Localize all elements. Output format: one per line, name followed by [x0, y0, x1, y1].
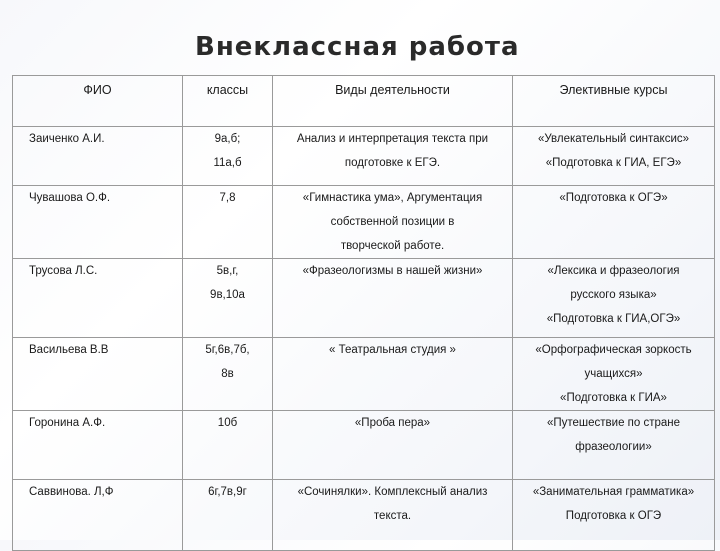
teacher-name-text: Трусова Л.С.: [29, 265, 98, 277]
courses-line: «Подготовка к ГИА,ОГЭ»: [546, 313, 681, 325]
classes-cell: [183, 259, 273, 338]
classes-cell: [183, 411, 273, 480]
teacher-name-text: Васильева В.В: [29, 344, 109, 356]
classes-cell: [183, 186, 273, 259]
teacher-name: [13, 411, 183, 480]
teacher-name: [13, 186, 183, 259]
table-row: [13, 186, 715, 259]
classes-cell: [183, 338, 273, 411]
teacher-name-text: Горонина А.Ф.: [29, 417, 106, 429]
classes-line: 9а,б;: [214, 133, 241, 145]
courses-cell: [513, 259, 715, 338]
activities-line: подготовке к ЕГЭ.: [344, 157, 441, 169]
courses-cell: [513, 411, 715, 480]
classes-line: 9в,10а: [210, 289, 245, 301]
classes-line: 8в: [221, 368, 234, 380]
teacher-name: [13, 338, 183, 411]
activities-line: творческой работе.: [340, 240, 445, 252]
activities-line: текста.: [373, 510, 412, 522]
header-name: ФИО: [13, 76, 183, 127]
courses-line: «Орфографическая зоркость: [535, 344, 692, 356]
activities-line: «Фразеологизмы в нашей жизни»: [302, 265, 483, 277]
table-row: [13, 127, 715, 186]
courses-line: «Увлекательный синтаксис»: [537, 133, 690, 145]
courses-cell: [513, 338, 715, 411]
classes-line: 11а,б: [213, 157, 242, 169]
courses-cell: [513, 127, 715, 186]
teacher-name-text: Заиченко А.И.: [29, 133, 105, 145]
activities-line: «Сочинялки». Комплексный анализ: [297, 486, 488, 498]
courses-line: русского языка»: [570, 289, 657, 301]
extracurricular-table: [12, 75, 715, 551]
activities-cell: [273, 411, 513, 480]
teacher-name: [13, 127, 183, 186]
classes-line: 10б: [217, 417, 238, 429]
classes-cell: [183, 127, 273, 186]
activities-line: « Театральная студия »: [329, 344, 456, 356]
courses-line: «Подготовка к ОГЭ»: [559, 192, 668, 204]
activities-cell: [273, 127, 513, 186]
classes-line: 7,8: [219, 192, 236, 204]
courses-line: «Путешествие по стране: [546, 417, 681, 429]
header-activities: Виды деятельности: [273, 76, 513, 127]
page-title: Внеклассная работа: [195, 32, 520, 62]
courses-line: «Подготовка к ГИА»: [560, 392, 667, 404]
activities-line: «Гимнастика ума», Аргументация: [302, 192, 483, 204]
classes-line: 6г,7в,9г: [208, 486, 247, 498]
activities-cell: [273, 186, 513, 259]
activities-line: собственной позиции в: [330, 216, 455, 228]
courses-line: учащихся»: [584, 368, 643, 380]
courses-line: «Лексика и фразеология: [547, 265, 680, 277]
classes-line: 5г,6в,7б,: [205, 344, 250, 356]
table-row: [13, 338, 715, 411]
table-header-row: [13, 76, 715, 127]
header-classes: классы: [183, 76, 273, 127]
courses-line: «Подготовка к ГИА, ЕГЭ»: [545, 157, 682, 169]
teacher-name: [13, 259, 183, 338]
activities-line: «Проба пера»: [354, 417, 431, 429]
activities-cell: [273, 259, 513, 338]
courses-line: «Занимательная грамматика»: [532, 486, 695, 498]
classes-line: 5в,г,: [216, 265, 239, 277]
teacher-name-text: Саввинова. Л,Ф: [29, 486, 114, 498]
courses-cell: [513, 186, 715, 259]
courses-line: фразеологии»: [575, 441, 652, 453]
table-row: [13, 411, 715, 480]
activities-cell: [273, 338, 513, 411]
table-row: [13, 259, 715, 338]
courses-line: Подготовка к ОГЭ: [565, 510, 662, 522]
header-courses: Элективные курсы: [513, 76, 715, 127]
teacher-name-text: Чувашова О.Ф.: [29, 192, 111, 204]
activities-line: Анализ и интерпретация текста при: [296, 133, 489, 145]
